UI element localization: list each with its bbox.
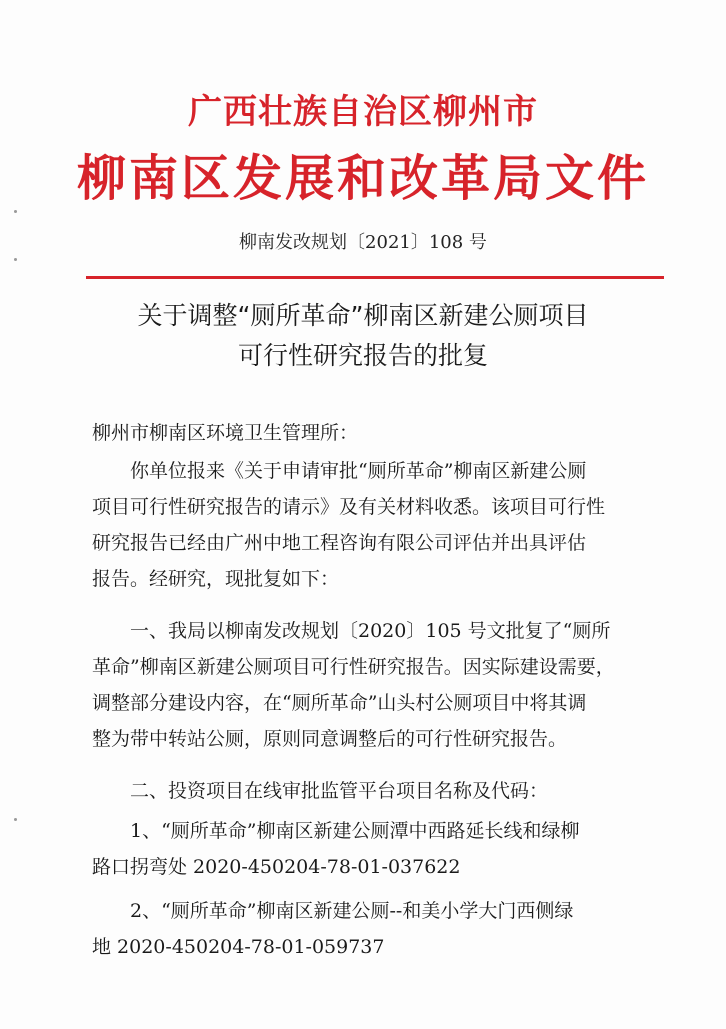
paragraph-line: 项目可行性研究报告的请示》及有关材料收悉。该项目可行性 [92,496,606,518]
paragraph-project-2 [92,893,573,965]
scan-speck [14,210,17,213]
addressee: 柳州市柳南区环境卫生管理所： [92,422,359,444]
paragraph-line: 地 2020-450204-78-01-059737 [92,936,385,958]
document-subject [0,296,726,376]
paragraph-line: 一、我局以柳南发改规划〔2020〕105 号文批复了“厕所 [130,620,611,642]
paragraph-line: 1、“厕所革命”柳南区新建公厕潭中西路延长线和绿柳 [130,820,580,842]
paragraph-line: 2、“厕所革命”柳南区新建公厕--和美小学大门西侧绿 [130,900,574,922]
paragraph-line: 研究报告已经由广州中地工程咨询有限公司评估并出具评估 [92,532,587,554]
issuing-region: 广西壮族自治区柳州市 [188,92,538,132]
paragraph-line: 整为带中转站公厕，原则同意调整后的可行性研究报告。 [92,728,568,750]
subject-line-2: 可行性研究报告的批复 [237,341,488,370]
paragraph-item-one [92,613,615,757]
paragraph-project-1 [92,813,580,885]
subject-line-1: 关于调整“厕所革命”柳南区新建公厕项目 [137,301,589,330]
paragraph-item-two [92,773,548,809]
paragraph-line: 路口拐弯处 2020-450204-78-01-037622 [92,856,461,878]
paragraph-line: 报告。经研究，现批复如下： [92,568,340,590]
issuing-authority-title: 柳南区发展和改革局文件 [76,149,649,207]
scan-speck [14,258,17,261]
paragraph-line: 二、投资项目在线审批监管平台项目名称及代码： [130,780,549,802]
document-number: 柳南发改规划〔2021〕108 号 [239,232,487,253]
paragraph-line: 调整部分建设内容，在“厕所革命”山头村公厕项目中将其调 [92,692,587,714]
paragraph-intro [92,453,605,597]
red-separator-line [86,276,664,279]
paragraph-line: 革命”柳南区新建公厕项目可行性研究报告。因实际建设需要， [92,656,615,678]
paragraph-line: 你单位报来《关于申请审批“厕所革命”柳南区新建公厕 [130,460,587,482]
scan-speck [14,818,17,821]
